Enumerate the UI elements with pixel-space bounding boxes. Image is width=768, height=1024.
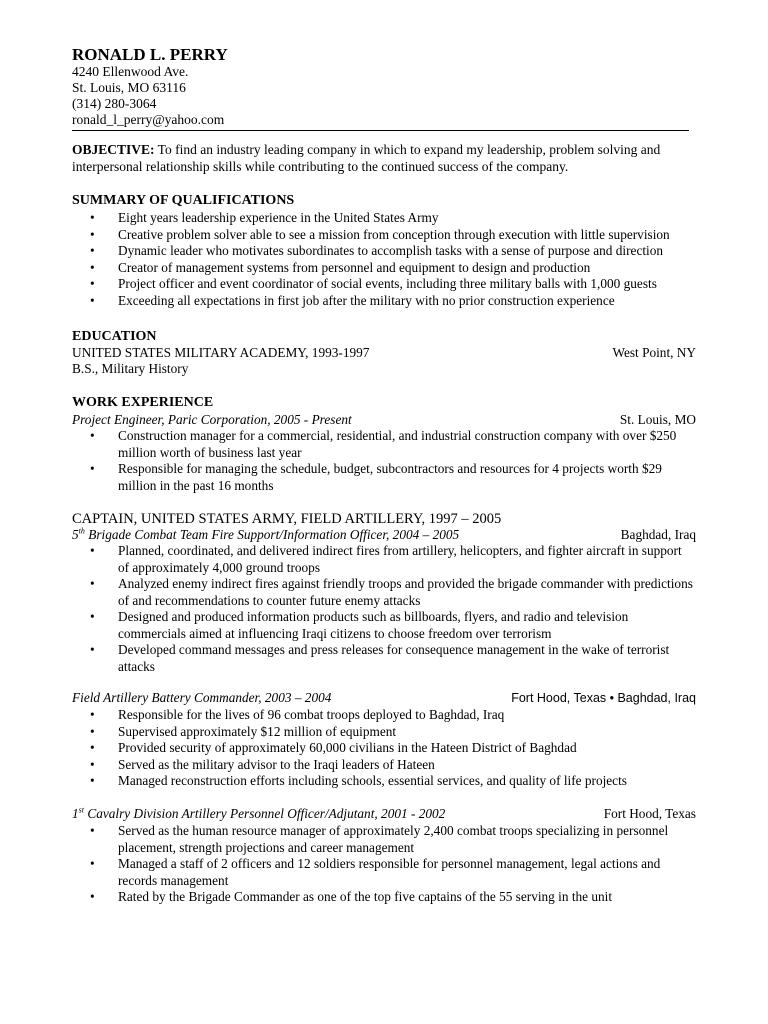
summary-list: [72, 210, 694, 309]
resume-name: RONALD L. PERRY: [72, 45, 228, 64]
list-item: • Served as the military advisor to the Iraqi leaders of Hateen: [72, 757, 694, 774]
job-title: [72, 527, 459, 544]
list-item: • Dynamic leader who motivates subordinates to accomplish tasks with a sense of purpose and direction: [72, 243, 694, 260]
job-header-adjutant: [72, 806, 696, 823]
objective-text: To find an industry leading company in which to expand my leadership, problem solving and interpersonal relationship skills while contributing to the continued success of the company.: [72, 142, 661, 174]
list-item: • Planned, coordinated, and delivered indirect fires from artillery, helicopters, and fighter aircraft in support of approximately 4,000 ground troops: [72, 543, 694, 576]
contact-block: [72, 64, 224, 128]
list-item: • Responsible for managing the schedule, budget, subcontractors and resources for 4 projects worth $29 million in the past 16 months: [72, 461, 694, 494]
list-item: • Managed a staff of 2 officers and 12 soldiers responsible for personnel management, legal actions and records management: [72, 856, 694, 889]
objective-section: [72, 142, 692, 175]
phone-number: (314) 280-3064: [72, 96, 157, 111]
school-location: West Point, NY: [612, 345, 696, 360]
army-heading: CAPTAIN, UNITED STATES ARMY, FIELD ARTILLERY, 1997 – 2005: [72, 511, 502, 527]
job-title: [72, 806, 445, 823]
job-title: Field Artillery Battery Commander, 2003 – 2004: [72, 690, 332, 705]
job-list-paric: [72, 428, 694, 494]
list-item: • Project officer and event coordinator of social events, including three military balls with 1,000 guests: [72, 276, 694, 293]
work-heading: WORK EXPERIENCE: [72, 395, 214, 410]
objective-label: OBJECTIVE:: [72, 142, 155, 157]
list-item: • Responsible for the lives of 96 combat troops deployed to Baghdad, Iraq: [72, 707, 694, 724]
job-list-battery: [72, 707, 694, 790]
list-item: • Analyzed enemy indirect fires against friendly troops and provided the brigade commander with predictions of and recommendations to counter future enemy attacks: [72, 576, 694, 609]
list-item: • Eight years leadership experience in the United States Army: [72, 210, 694, 227]
list-item: • Managed reconstruction efforts including schools, essential services, and quality of life projects: [72, 773, 694, 790]
job-list-adjutant: [72, 823, 694, 906]
email-address: ronald_l_perry@yahoo.com: [72, 112, 225, 127]
list-item: • Construction manager for a commercial, residential, and industrial construction company with over $250 million worth of business last year: [72, 428, 694, 461]
list-item: • Developed command messages and press releases for consequence management in the wake of terrorist attacks: [72, 642, 694, 675]
job-location: St. Louis, MO: [619, 412, 696, 427]
title-text: Brigade Combat Team Fire Support/Information Officer, 2004 – 2005: [84, 527, 460, 542]
list-item: • Creative problem solver able to see a mission from conception through execution with little supervision: [72, 227, 694, 244]
job-title: Project Engineer, Paric Corporation, 2005 - Present: [72, 412, 352, 427]
address-line-1: 4240 Ellenwood Ave.: [72, 64, 189, 79]
list-item: • Exceeding all expectations in first job after the military with no prior construction experience: [72, 293, 694, 310]
education-heading: EDUCATION: [72, 329, 157, 344]
list-item: • Creator of management systems from personnel and equipment to design and production: [72, 260, 694, 277]
education-row: [72, 345, 696, 362]
job-list-fire-support: [72, 543, 694, 675]
title-number: 1: [72, 806, 79, 821]
summary-heading: SUMMARY OF QUALIFICATIONS: [72, 193, 295, 208]
job-header-fire-support: [72, 527, 696, 544]
title-text: Cavalry Division Artillery Personnel Officer/Adjutant, 2001 - 2002: [84, 806, 446, 821]
degree: B.S., Military History: [72, 361, 189, 376]
job-location: Fort Hood, Texas • Baghdad, Iraq: [511, 691, 696, 705]
job-location: Fort Hood, Texas: [603, 806, 696, 821]
list-item: • Rated by the Brigade Commander as one of the top five captains of the 55 serving in the unit: [72, 889, 694, 906]
school-name: UNITED STATES MILITARY ACADEMY, 1993-1997: [72, 345, 370, 360]
list-item: • Supervised approximately $12 million of equipment: [72, 724, 694, 741]
job-header-paric: [72, 412, 696, 429]
job-location: Baghdad, Iraq: [620, 527, 696, 542]
header-divider: [72, 130, 689, 131]
address-line-2: St. Louis, MO 63116: [72, 80, 186, 95]
list-item: • Designed and produced information products such as billboards, flyers, and radio and television commercials aimed at influencing Iraqi citizens to choose freedom over terrorism: [72, 609, 694, 642]
list-item: • Served as the human resource manager of approximately 2,400 combat troops specializing in personnel placement, strength projections and career management: [72, 823, 694, 856]
title-ordinal: th: [78, 526, 85, 536]
job-header-battery: [72, 690, 696, 707]
list-item: • Provided security of approximately 60,000 civilians in the Hateen District of Baghdad: [72, 740, 694, 757]
title-ordinal: st: [78, 805, 84, 815]
title-number: 5: [72, 527, 79, 542]
